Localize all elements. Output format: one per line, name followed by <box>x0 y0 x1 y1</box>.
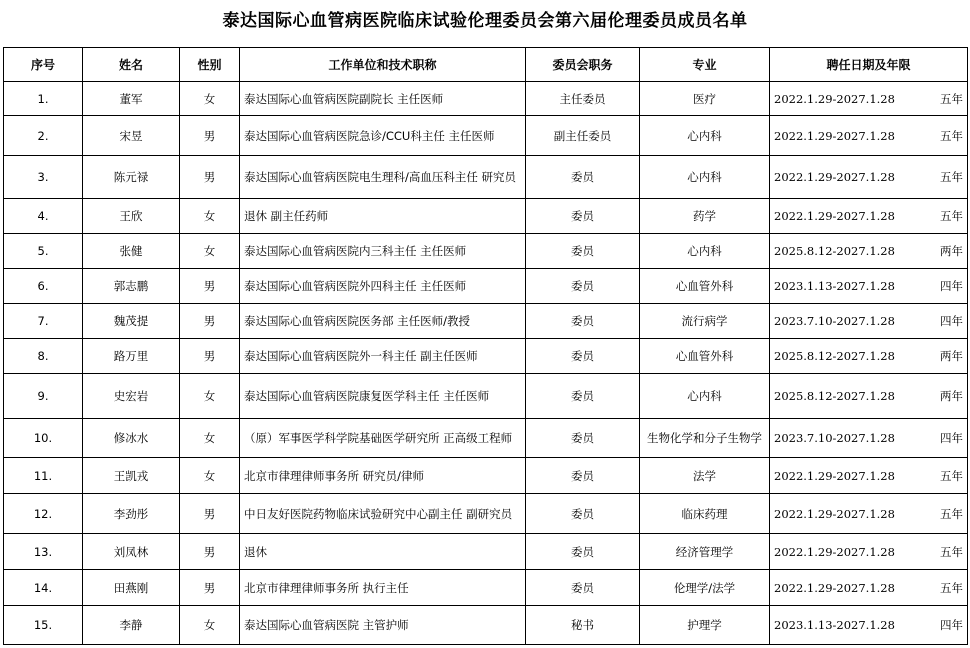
member-unit: 泰达国际心血管病医院内三科主任 主任医师 <box>240 234 526 269</box>
member-name: 李静 <box>83 606 180 645</box>
term-years: 五年 <box>940 128 963 143</box>
table-row <box>4 534 968 570</box>
term-years: 四年 <box>940 618 963 632</box>
member-specialty: 心内科 <box>640 234 770 269</box>
member-specialty: 心内科 <box>640 156 770 199</box>
row-number: 15. <box>4 606 83 645</box>
member-unit: 退休 <box>240 534 526 570</box>
member-term <box>770 494 968 534</box>
member-role: 委员 <box>526 374 640 419</box>
term-years: 五年 <box>940 468 963 483</box>
term-dates: 2022.1.29-2027.1.28 <box>774 468 895 483</box>
member-term <box>770 234 968 269</box>
term-dates: 2023.7.10-2027.1.28 <box>774 431 895 445</box>
member-gender: 女 <box>180 419 240 458</box>
member-term <box>770 116 968 156</box>
member-term <box>770 374 968 419</box>
member-term <box>770 156 968 199</box>
header-name: 姓名 <box>83 48 180 82</box>
row-number: 1. <box>4 82 83 116</box>
member-specialty: 心血管外科 <box>640 339 770 374</box>
row-number: 8. <box>4 339 83 374</box>
member-gender: 女 <box>180 199 240 234</box>
row-number: 14. <box>4 570 83 606</box>
header-unit: 工作单位和技术职称 <box>240 48 526 82</box>
member-term <box>770 82 968 116</box>
table-row <box>4 419 968 458</box>
member-specialty: 心内科 <box>640 374 770 419</box>
member-name: 张健 <box>83 234 180 269</box>
member-specialty: 伦理学/法学 <box>640 570 770 606</box>
member-specialty: 心血管外科 <box>640 269 770 304</box>
member-term <box>770 304 968 339</box>
member-specialty: 法学 <box>640 458 770 494</box>
member-unit: 退休 副主任药师 <box>240 199 526 234</box>
member-specialty: 心内科 <box>640 116 770 156</box>
table-row <box>4 234 968 269</box>
member-unit: 泰达国际心血管病医院急诊/CCU科主任 主任医师 <box>240 116 526 156</box>
members-table <box>3 47 968 645</box>
member-role: 委员 <box>526 570 640 606</box>
member-name: 路万里 <box>83 339 180 374</box>
table-row <box>4 156 968 199</box>
member-name: 刘凤林 <box>83 534 180 570</box>
member-name: 田燕刚 <box>83 570 180 606</box>
member-gender: 男 <box>180 269 240 304</box>
term-dates: 2022.1.29-2027.1.28 <box>774 170 895 184</box>
member-gender: 男 <box>180 534 240 570</box>
member-role: 委员 <box>526 534 640 570</box>
term-years: 五年 <box>940 506 963 521</box>
term-dates: 2025.8.12-2027.1.28 <box>774 244 895 258</box>
member-unit: （原）军事医学科学院基础医学研究所 正高级工程师 <box>240 419 526 458</box>
table-row <box>4 570 968 606</box>
term-years: 四年 <box>940 279 963 293</box>
header-no: 序号 <box>4 48 83 82</box>
term-years: 两年 <box>940 349 963 363</box>
member-unit: 泰达国际心血管病医院康复医学科主任 主任医师 <box>240 374 526 419</box>
member-term <box>770 339 968 374</box>
term-years: 五年 <box>940 580 963 595</box>
member-term <box>770 606 968 645</box>
term-dates: 2023.7.10-2027.1.28 <box>774 314 895 328</box>
member-role: 委员 <box>526 269 640 304</box>
table-row <box>4 304 968 339</box>
member-gender: 男 <box>180 494 240 534</box>
term-years: 五年 <box>940 170 963 184</box>
member-gender: 女 <box>180 458 240 494</box>
member-gender: 女 <box>180 374 240 419</box>
table-row <box>4 458 968 494</box>
member-term <box>770 419 968 458</box>
member-unit: 泰达国际心血管病医院副院长 主任医师 <box>240 82 526 116</box>
term-dates: 2022.1.29-2027.1.28 <box>774 580 895 595</box>
member-role: 委员 <box>526 199 640 234</box>
term-dates: 2025.8.12-2027.1.28 <box>774 349 895 363</box>
member-name: 修冰水 <box>83 419 180 458</box>
member-gender: 女 <box>180 606 240 645</box>
member-role: 委员 <box>526 458 640 494</box>
member-name: 王欣 <box>83 199 180 234</box>
row-number: 4. <box>4 199 83 234</box>
member-specialty: 临床药理 <box>640 494 770 534</box>
member-role: 委员 <box>526 156 640 199</box>
member-unit: 泰达国际心血管病医院外一科主任 副主任医师 <box>240 339 526 374</box>
term-dates: 2025.8.12-2027.1.28 <box>774 389 895 403</box>
row-number: 7. <box>4 304 83 339</box>
member-unit: 北京市律理律师事务所 研究员/律师 <box>240 458 526 494</box>
row-number: 3. <box>4 156 83 199</box>
table-row <box>4 339 968 374</box>
table-body <box>4 82 968 645</box>
member-gender: 男 <box>180 570 240 606</box>
term-dates: 2022.1.29-2027.1.28 <box>774 128 895 143</box>
term-dates: 2022.1.29-2027.1.28 <box>774 91 895 106</box>
member-role: 委员 <box>526 494 640 534</box>
table-row <box>4 606 968 645</box>
member-gender: 男 <box>180 156 240 199</box>
member-specialty: 经济管理学 <box>640 534 770 570</box>
member-name: 董军 <box>83 82 180 116</box>
row-number: 12. <box>4 494 83 534</box>
header-gender: 性别 <box>180 48 240 82</box>
member-name: 宋昱 <box>83 116 180 156</box>
member-specialty: 流行病学 <box>640 304 770 339</box>
member-role: 委员 <box>526 419 640 458</box>
member-term <box>770 534 968 570</box>
member-unit: 中日友好医院药物临床试验研究中心副主任 副研究员 <box>240 494 526 534</box>
member-role: 秘书 <box>526 606 640 645</box>
member-role: 委员 <box>526 234 640 269</box>
term-years: 四年 <box>940 314 963 328</box>
term-dates: 2023.1.13-2027.1.28 <box>774 618 895 632</box>
member-name: 陈元禄 <box>83 156 180 199</box>
member-name: 郭志鹏 <box>83 269 180 304</box>
document-title: 泰达国际心血管病医院临床试验伦理委员会第六届伦理委员成员名单 <box>222 11 748 31</box>
table-row <box>4 494 968 534</box>
member-term <box>770 570 968 606</box>
header-role: 委员会职务 <box>526 48 640 82</box>
term-years: 两年 <box>940 389 963 403</box>
member-gender: 男 <box>180 116 240 156</box>
member-unit: 泰达国际心血管病医院外四科主任 主任医师 <box>240 269 526 304</box>
row-number: 2. <box>4 116 83 156</box>
member-term <box>770 199 968 234</box>
table-row <box>4 199 968 234</box>
member-name: 李劲彤 <box>83 494 180 534</box>
member-name: 史宏岩 <box>83 374 180 419</box>
header-specialty: 专业 <box>640 48 770 82</box>
table-row <box>4 269 968 304</box>
member-term <box>770 458 968 494</box>
row-number: 6. <box>4 269 83 304</box>
member-gender: 男 <box>180 304 240 339</box>
member-term <box>770 269 968 304</box>
row-number: 13. <box>4 534 83 570</box>
term-dates: 2022.1.29-2027.1.28 <box>774 544 895 559</box>
term-years: 五年 <box>940 209 963 223</box>
term-years: 五年 <box>940 91 963 106</box>
member-specialty: 生物化学和分子生物学 <box>640 419 770 458</box>
term-dates: 2022.1.29-2027.1.28 <box>774 209 895 223</box>
member-role: 委员 <box>526 339 640 374</box>
term-dates: 2023.1.13-2027.1.28 <box>774 279 895 293</box>
member-unit: 泰达国际心血管病医院 主管护师 <box>240 606 526 645</box>
row-number: 11. <box>4 458 83 494</box>
row-number: 5. <box>4 234 83 269</box>
table-row <box>4 82 968 116</box>
member-specialty: 医疗 <box>640 82 770 116</box>
member-role: 主任委员 <box>526 82 640 116</box>
table-row <box>4 116 968 156</box>
row-number: 10. <box>4 419 83 458</box>
member-name: 王凯戎 <box>83 458 180 494</box>
term-dates: 2022.1.29-2027.1.28 <box>774 506 895 521</box>
member-gender: 男 <box>180 339 240 374</box>
table-row <box>4 374 968 419</box>
member-gender: 女 <box>180 234 240 269</box>
member-specialty: 药学 <box>640 199 770 234</box>
term-years: 两年 <box>940 244 963 258</box>
member-role: 副主任委员 <box>526 116 640 156</box>
member-unit: 泰达国际心血管病医院电生理科/高血压科主任 研究员 <box>240 156 526 199</box>
member-specialty: 护理学 <box>640 606 770 645</box>
row-number: 9. <box>4 374 83 419</box>
header-term: 聘任日期及年限 <box>770 48 968 82</box>
member-role: 委员 <box>526 304 640 339</box>
member-name: 魏茂提 <box>83 304 180 339</box>
member-gender: 女 <box>180 82 240 116</box>
term-years: 五年 <box>940 544 963 559</box>
member-unit: 泰达国际心血管病医院医务部 主任医师/教授 <box>240 304 526 339</box>
member-unit: 北京市律理律师事务所 执行主任 <box>240 570 526 606</box>
term-years: 四年 <box>940 431 963 445</box>
table-header-row <box>4 48 968 82</box>
